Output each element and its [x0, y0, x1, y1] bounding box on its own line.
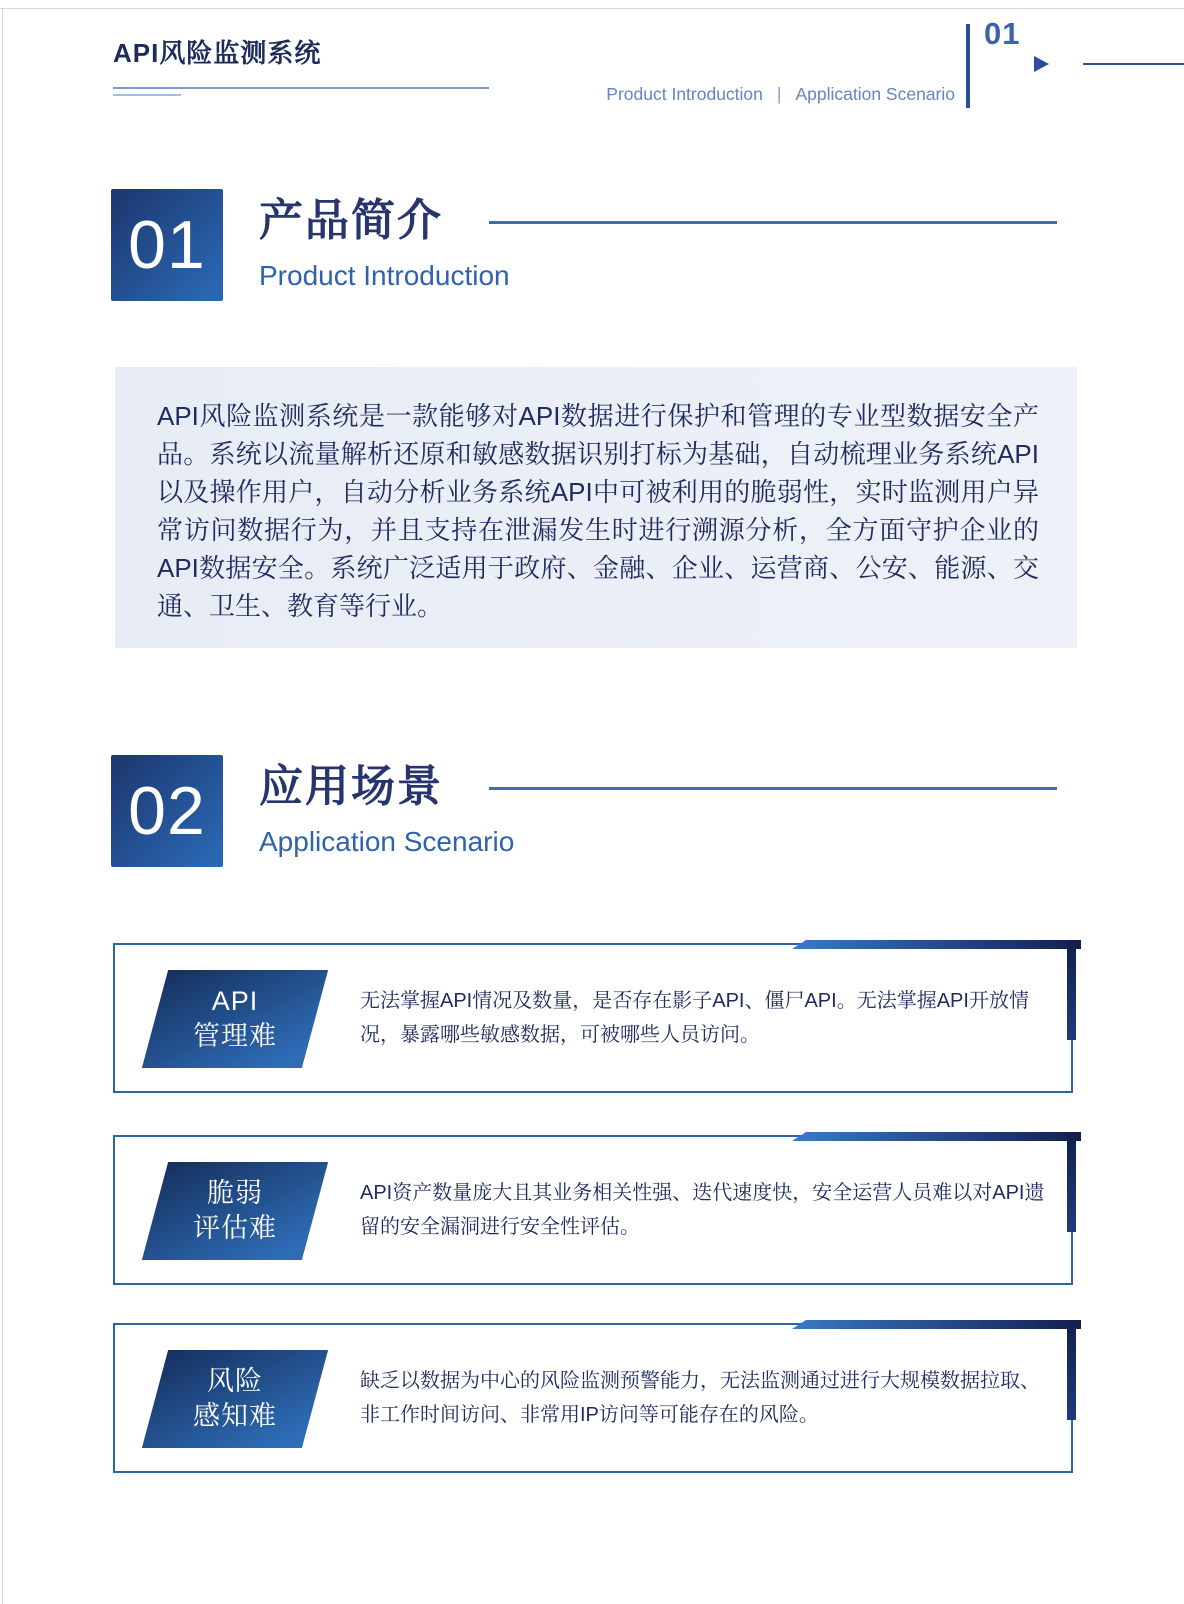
scenario-card-risk-perception	[113, 1323, 1073, 1473]
scenario-card-vulnerability-assessment	[113, 1135, 1073, 1285]
section-02-title: 应用场景	[259, 762, 443, 811]
title-underline-short	[113, 94, 181, 96]
card-label	[193, 1364, 277, 1434]
card-label-line1: 风险	[207, 1366, 263, 1396]
card-label	[193, 1176, 277, 1246]
card-label-line2: 感知难	[193, 1401, 277, 1431]
breadcrumb-item-application-scenario: Application Scenario	[795, 84, 955, 104]
card-accent-bar-right	[1067, 1320, 1076, 1420]
card-description: API资产数量庞大且其业务相关性强、迭代速度快，安全运营人员难以对API遗留的安全漏洞进行安全性评估。	[360, 1182, 1045, 1238]
section-01-number-badge	[111, 189, 223, 301]
scenario-card-api-management	[113, 943, 1073, 1093]
section-01-title: 产品简介	[259, 196, 443, 245]
card-accent-bar-right	[1067, 1132, 1076, 1232]
card-description-wrap	[360, 1137, 1049, 1283]
section-01-number: 01	[128, 207, 206, 283]
card-description: 缺乏以数据为中心的风险监测预警能力，无法监测通过进行大规模数据拉取、非工作时间访问、非常用IP访问等可能存在的风险。	[360, 1370, 1040, 1426]
card-label-line1: API	[211, 986, 259, 1016]
breadcrumb-item-product-introduction: Product Introduction	[606, 84, 763, 104]
card-label-parallelogram	[142, 1162, 328, 1260]
header-breadcrumb	[400, 84, 955, 105]
card-accent-bar-right	[1067, 940, 1076, 1040]
card-description-wrap	[360, 1325, 1049, 1471]
section-02-rule-line	[489, 787, 1057, 790]
card-description: 无法掌握API情况及数量，是否存在影子API、僵尸API。无法掌握API开放情况，暴露哪些敏感数据，可被哪些人员访问。	[360, 990, 1029, 1046]
document-title: API风险监测系统	[113, 38, 322, 68]
page-edge-top	[0, 8, 1184, 9]
section-02-subtitle: Application Scenario	[259, 826, 515, 857]
page-edge-left	[2, 8, 3, 1604]
card-label	[193, 984, 277, 1054]
section-02-number-badge	[111, 755, 223, 867]
page-number: 01	[984, 16, 1021, 51]
card-description-wrap	[360, 945, 1049, 1091]
section-01-rule-line	[489, 221, 1057, 224]
card-label-parallelogram	[142, 1350, 328, 1448]
section-01-subtitle: Product Introduction	[259, 260, 510, 291]
product-intro-panel	[115, 367, 1077, 648]
header-rule-line	[1083, 63, 1184, 65]
product-intro-body: API风险监测系统是一款能够对API数据进行保护和管理的专业型数据安全产品。系统以流量解析还原和敏感数据识别打标为基础，自动梳理业务系统API以及操作用户，自动分析业务系统API中可被利用的脆弱性，实时监测用户异常访问数据行为，并且支持在泄漏发生时进行溯源分析，全方面守护企业的API数据安全。系统广泛适用于政府、金融、企业、运营商、公安、能源、交通、卫生、教育等行业。	[157, 401, 1039, 621]
arrow-right-icon	[1034, 56, 1049, 72]
page-number-divider-bar	[966, 24, 970, 108]
card-label-parallelogram	[142, 970, 328, 1068]
breadcrumb-separator: |	[776, 84, 782, 104]
card-label-line2: 评估难	[193, 1213, 277, 1243]
card-label-line1: 脆弱	[207, 1178, 263, 1208]
card-label-line2: 管理难	[193, 1021, 277, 1051]
section-02-number: 02	[128, 773, 206, 849]
